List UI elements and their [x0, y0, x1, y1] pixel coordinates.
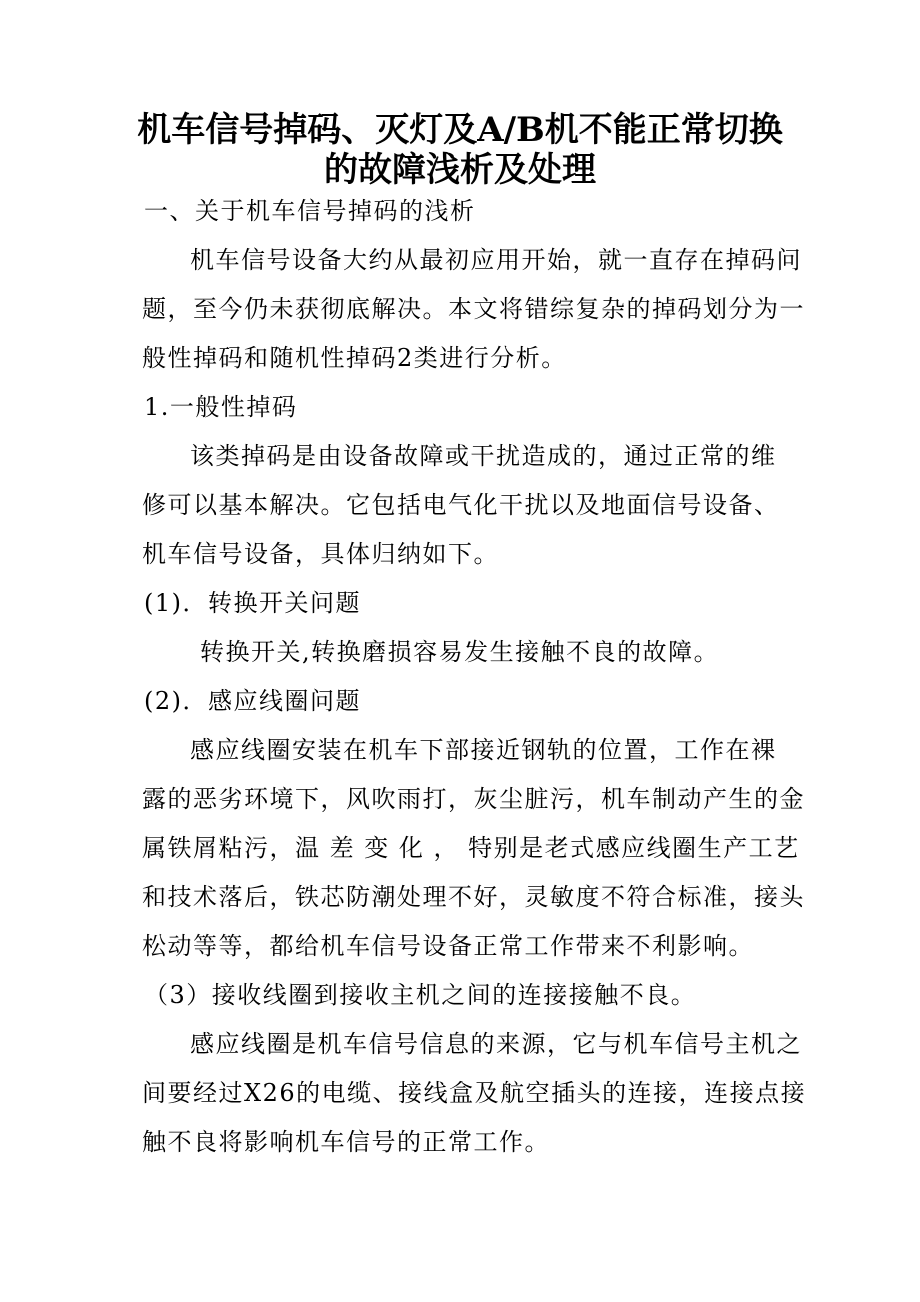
paragraph-line: 感应线圈是机车信号信息的来源，它与机车信号主机之: [190, 1030, 802, 1058]
paragraph-line: 松动等等，都给机车信号设备正常工作带来不利影响。: [142, 932, 754, 960]
paragraph-line: 和技术落后，铁芯防潮处理不好，灵敏度不符合标准，接头: [142, 883, 805, 911]
document-title-line-1: 机车信号掉码、灭灯及A/B机不能正常切换: [137, 110, 783, 150]
item-heading-2: (2)．感应线圈问题: [144, 687, 361, 715]
document-title-line-2: 的故障浅析及处理: [324, 150, 596, 190]
paragraph-line: 题，至今仍未获彻底解决。本文将错综复杂的掉码划分为一: [142, 295, 805, 323]
subsection-heading-1: 1.一般性掉码: [144, 393, 298, 421]
paragraph-line: 机车信号设备大约从最初应用开始，就一直存在掉码问: [190, 246, 802, 274]
paragraph-line: 属铁屑粘污，温 差 变 化 ， 特别是老式感应线圈生产工艺: [142, 834, 800, 862]
paragraph-line: 间要经过X26的电缆、接线盒及航空插头的连接，连接点接: [142, 1079, 807, 1107]
paragraph-line: 触不良将影响机车信号的正常工作。: [142, 1128, 550, 1156]
paragraph-line: 机车信号设备，具体归纳如下。: [142, 540, 499, 568]
paragraph-line: 转换开关,转换磨损容易发生接触不良的故障。: [200, 638, 720, 666]
item-heading-1: (1)．转换开关问题: [144, 589, 361, 617]
paragraph-line: 露的恶劣环境下，风吹雨打，灰尘脏污，机车制动产生的金: [142, 785, 805, 813]
paragraph-line: 感应线圈安装在机车下部接近钢轨的位置，工作在裸: [190, 736, 777, 764]
paragraph-line: 般性掉码和随机性掉码2类进行分析。: [142, 344, 567, 372]
paragraph-line: 该类掉码是由设备故障或干扰造成的，通过正常的维: [190, 442, 777, 470]
item-heading-3: （3）接收线圈到接收主机之间的连接接触不良。: [144, 981, 697, 1009]
paragraph-line: 修可以基本解决。它包括电气化干扰以及地面信号设备、: [142, 491, 780, 519]
section-heading-1: 一、关于机车信号掉码的浅析: [144, 197, 476, 225]
